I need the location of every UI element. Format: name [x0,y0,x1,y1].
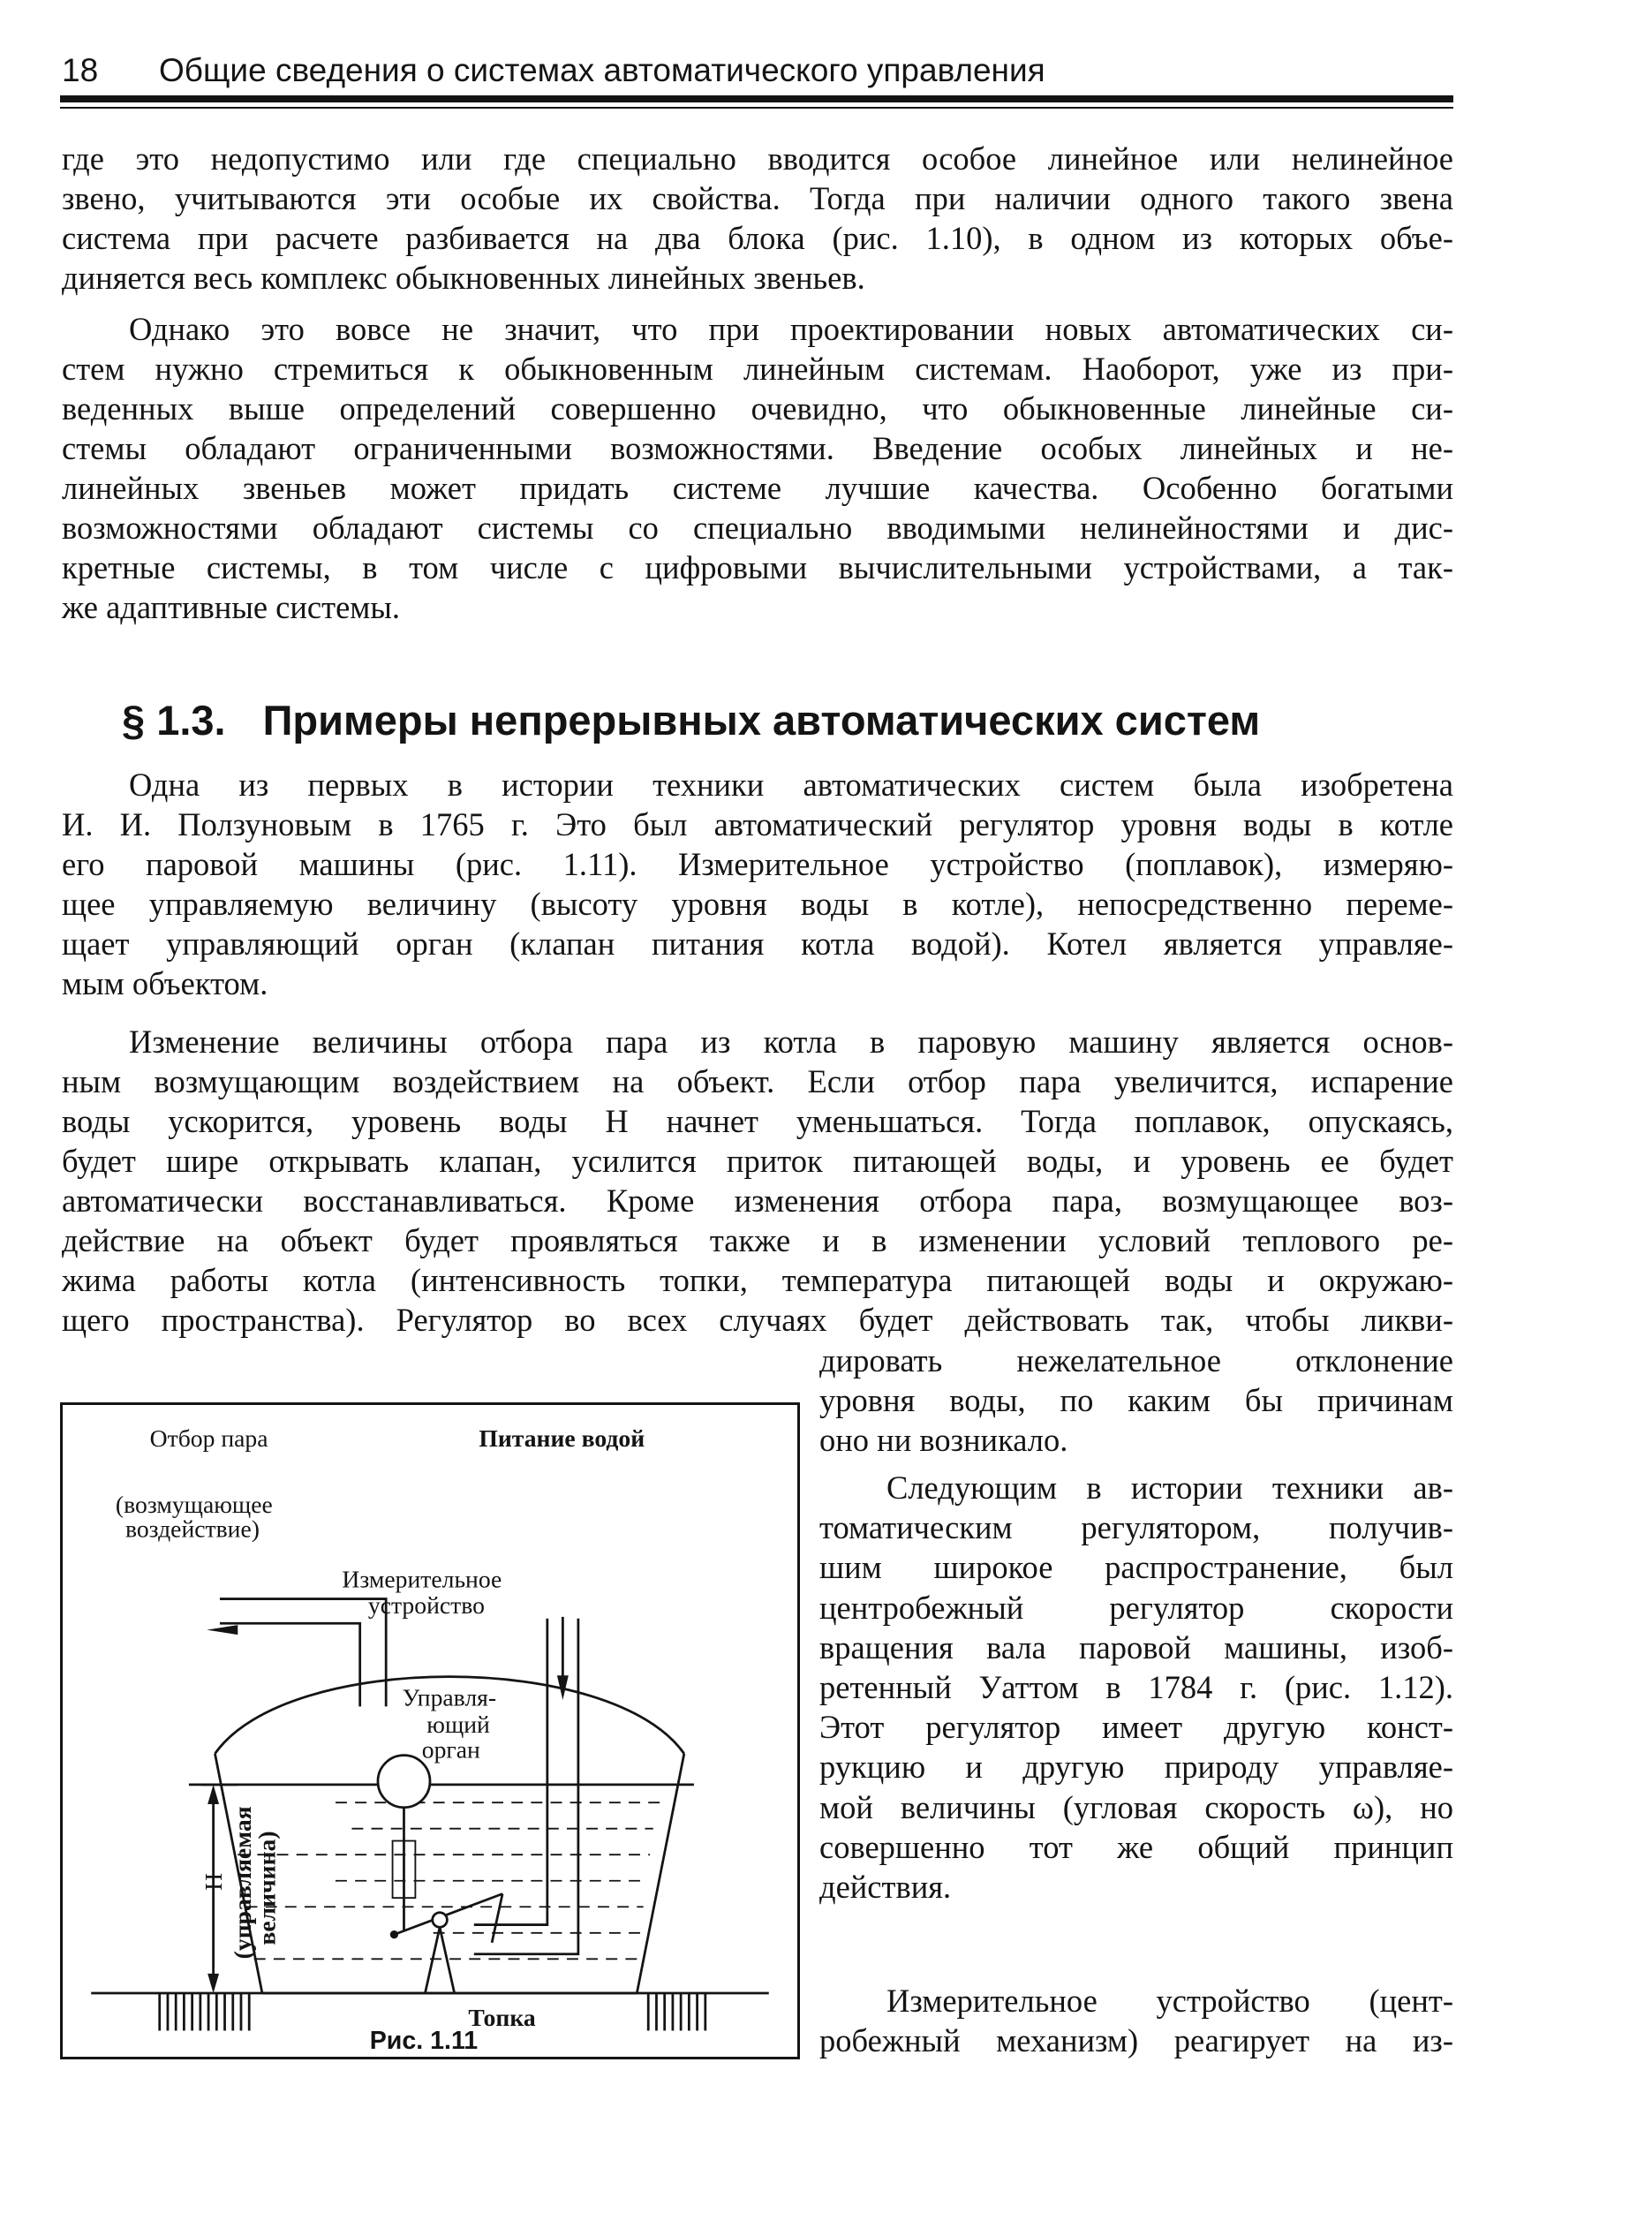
text-line: жима работы котла (интенсивность топки, температура питающей воды и окружаю- [62,1262,1453,1298]
text-line: рукцию и другую природу управляе- [819,1749,1453,1786]
measuring-label-1: Измерительное [342,1565,502,1593]
float [378,1756,430,1808]
text-line: действия. [819,1869,952,1906]
steam-takeoff-label: Отбор пара [149,1424,268,1453]
water-hatch [238,1802,661,1959]
text-line: будет шире открывать клапан, усилится приток питающей воды, и уровень ее будет [62,1143,1453,1179]
furnace-label: Топка [468,2003,536,2031]
text-line: возможностями обладают системы со специально вводимыми нелинейностями и дис- [62,510,1453,546]
text-line: мым объектом. [62,965,268,1001]
text-line: щее управляемую величину (высоту уровня воды в котле), непосредственно переме- [62,886,1453,922]
text-line: Однако это вовсе не значит, что при проектировании новых автоматических си- [129,311,1453,347]
steam-pipe [220,1599,386,1707]
pivot-support [425,1927,454,1993]
text-line: линейных звеньев может придать системе лучшие качества. Особенно богатыми [62,470,1453,506]
paragraph-1 [62,139,1453,298]
text-line: веденных выше определений совершенно очевидно, что обыкновенные линейные си- [62,390,1453,427]
text-line: его паровой машины (рис. 1.11). Измерительное устройство (поплавок), измеряю- [62,846,1453,882]
text-line: Следующим в истории техники ав- [886,1469,1453,1506]
paragraph-4-continued [819,1341,1453,1461]
water-supply-label: Питание водой [479,1424,645,1453]
paragraph-5 [819,1468,1453,1907]
text-line: Одна из первых в истории техники автоматических систем была изобретена [129,767,1453,803]
paragraph-6 [819,1981,1453,2060]
level-symbol: H [199,1872,227,1891]
text-line: система при расчете разбивается на два блока (рис. 1.10), в одном из которых объе- [62,220,1453,256]
section-number: § 1.3. [122,697,226,744]
pivot [433,1913,448,1928]
control-label-3: орган [421,1735,480,1764]
text-line: Измерительное устройство (цент- [886,1983,1453,2019]
running-head [62,51,1448,90]
boiler-diagram [63,1405,797,2057]
control-label-2: ющий [426,1710,490,1738]
text-line: стем нужно стремиться к обыкновенным линейным системам. Наоборот, уже из при- [62,351,1453,387]
text-line: Этот регулятор имеет другую конст- [819,1709,1453,1746]
text-line: где это недопустимо или где специально вводится особое линейное или нелинейное [62,140,1453,177]
ground-hatch-right [648,1993,705,2030]
steam-arrow [207,1625,238,1635]
section-title: Примеры непрерывных автоматических систем [262,697,1261,744]
figure-caption: Рис. 1.11 [369,2026,479,2055]
figure-1-11 [60,1402,800,2059]
lever [394,1894,502,1935]
paragraph-2 [62,309,1453,627]
text-line: стемы обладают ограниченными возможностями. Введение особых линейных и не- [62,430,1453,466]
ground-hatch-left [160,1993,249,2030]
text-line: воды ускорится, уровень воды H начнет уменьшаться. Тогда поплавок, опускаясь, [62,1103,1453,1139]
text-line: Изменение величины отбора пара из котла в паровую машину является основ- [129,1024,1453,1060]
disturbance-label-1: (возмущающее [115,1490,273,1518]
text-line: кретные системы, в том числе с цифровыми вычислительными устройствами, а так- [62,549,1453,585]
text-line: уровня воды, по каким бы причинам [819,1382,1453,1419]
text-line: звено, учитываются эти особые их свойства. Тогда при наличии одного такого звена [62,180,1453,216]
measuring-label-2: устройство [367,1591,485,1620]
text-line: вращения вала паровой машины, изоб- [819,1628,1453,1666]
dimension-arrow-up [207,1785,219,1804]
text-line: автоматически восстанавливаться. Кроме изменения отбора пара, возмущающее воз- [62,1182,1453,1219]
text-line: действие на объект будет проявляться также и в изменении условий теплового ре- [62,1222,1453,1258]
text-line: диняется весь комплекс обыкновенных линейных звеньев. [62,260,865,296]
text-line: робежный механизм) реагирует на из- [819,2022,1453,2059]
text-line: совершенно тот же общий принцип [819,1828,1453,1865]
text-line: центробежный регулятор скорости [819,1589,1453,1626]
text-line: мой величины (угловая скорость ω), но [819,1788,1453,1825]
header-rule-thin [60,107,1453,109]
text-line: ретенный Уаттом в 1784 г. (рис. 1.12). [819,1669,1453,1706]
controlled-label-1: (управляемая [229,1806,257,1960]
running-title: Общие сведения о системах автоматического управления [159,52,1045,88]
lever-end [390,1930,398,1938]
page-number: 18 [62,52,99,88]
section-heading [122,696,1260,745]
controlled-label-2: величина) [253,1831,281,1945]
control-label-1: Управля- [402,1683,497,1711]
valve-stem [492,1894,502,1943]
text-line: И. И. Ползуновым в 1765 г. Это был автоматический регулятор уровня воды в котле [62,806,1453,842]
text-line: оно ни возникало. [819,1422,1068,1459]
text-line: щает управляющий орган (клапан питания котла водой). Котел является управляе- [62,925,1453,962]
text-line: ным возмущающим воздействием на объект. Если отбор пара увеличится, испарение [62,1063,1453,1099]
paragraph-4 [62,1022,1453,1340]
disturbance-label-2: воздействие) [124,1515,260,1543]
text-line: дировать нежелательное отклонение [819,1342,1453,1379]
dimension-arrow-down [207,1974,219,1993]
text-line: шим широкое распространение, был [819,1549,1453,1586]
text-line: же адаптивные системы. [62,589,401,625]
header-rule-thick [60,95,1453,102]
text-line: щего пространства). Регулятор во всех случаях будет действовать так, чтобы ликви- [62,1302,1453,1338]
paragraph-3 [62,765,1453,1003]
text-line: томатическим регулятором, получив- [819,1509,1453,1546]
